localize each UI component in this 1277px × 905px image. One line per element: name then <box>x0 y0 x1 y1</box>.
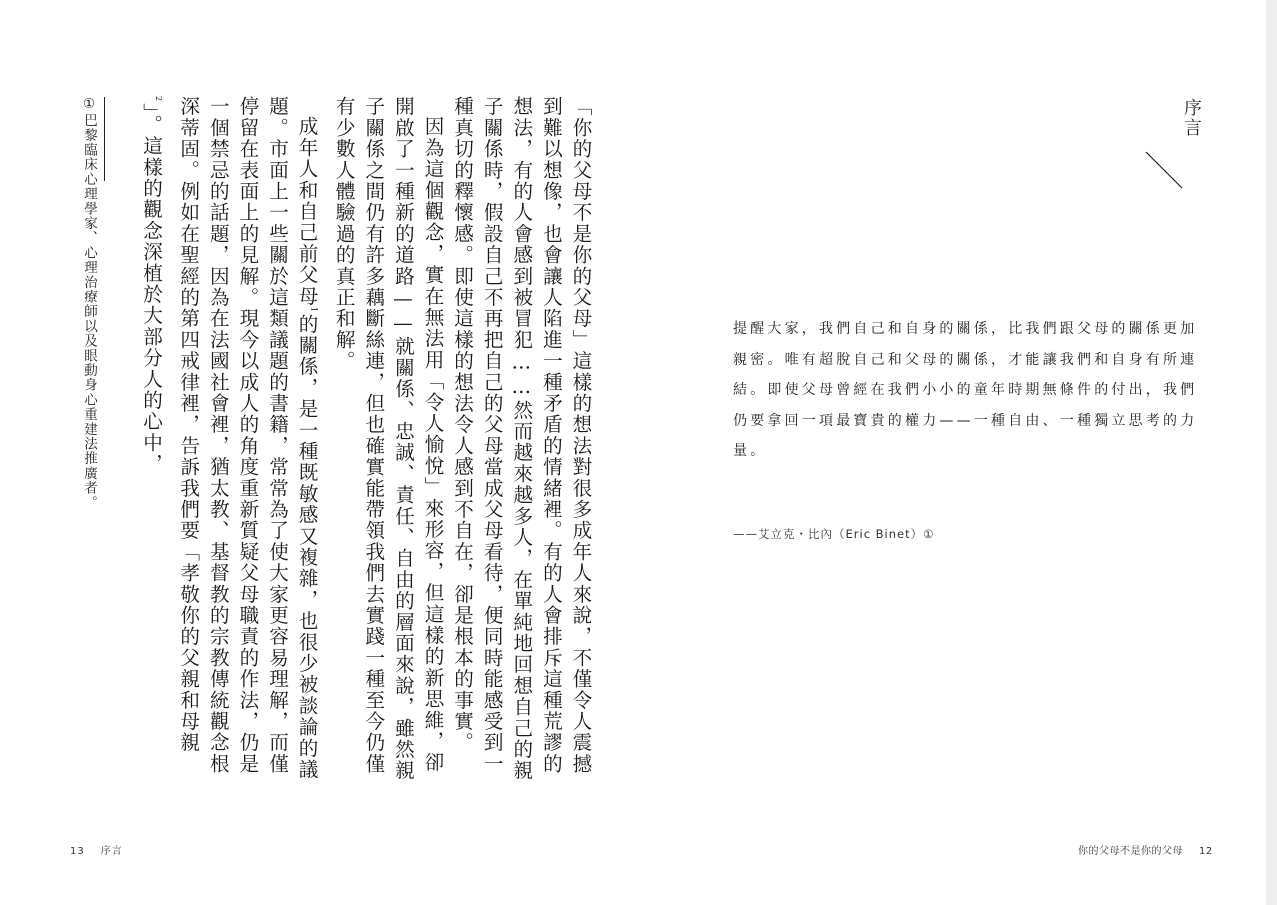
paragraph-1: 「你的父母不是你的父母」這樣的想法對很多成年人來說，不僅令人震撼到難以想像，也會讓人陷進一種矛盾的情緒裡。有的人會排斥這種荒謬的想法，有的人會感到被冒犯……然而越來越多人，在單純地回想自己的親子關係時，假設自己不再把自己的父母當成父母看待，便同時能感受到一種真切的釋懷感。即使這樣的想法令人感到不自在，卻是根本的事實。 <box>450 96 592 782</box>
footnote-marker-1: 1 <box>309 306 319 314</box>
left-running-head: 序言 <box>100 846 123 857</box>
paragraph-3-part-3: 」。這樣的觀念深植於大部分人的心中， <box>139 102 163 475</box>
chapter-slash-ornament <box>1144 150 1184 190</box>
footnote-divider <box>104 97 105 181</box>
page-edge <box>1266 0 1277 905</box>
footnote-marker-2: 2 <box>154 96 164 103</box>
paragraph-3 <box>136 96 329 786</box>
epigraph: 提醒大家，我們自己和自身的關係，比我們跟父母的關係更加親密。唯有超脫自己和父母的關係，才能讓我們和自身有所連結。即使父母曾經在我們小小的童年時期無條件的付出，我們仍要拿回一項最寶貴的權力——一種自由、一種獨立思考的力量。 <box>733 321 1198 459</box>
right-page-number: 12 <box>1199 846 1213 857</box>
paragraph-2: 因為這個觀念，實在無法用「令人愉悅」來形容，但這樣的新思維，卻開啟了一種新的道路——就關係、忠誠、責任、自由的層面來說，雖然親子關係之間仍有許多藕斷絲連，但也確實能帶領我們去實踐一種至今仍僅有少數人體驗過的真正和解。 <box>332 96 444 782</box>
chapter-title: 序言 <box>1181 98 1202 138</box>
paragraph-3-part-2: 的關係，是一種既敏感又複雜，也很少被談論的議題。市面上一些關於這類議題的書籍，常常為了使大家更容易理解，而僅停留在表面上的見解。現今以成人的角度重新質疑父母職責的作法，仍是一個禁忌的話題，因為在法國社會裡，猶太教、基督教的宗教傳統觀念根深蒂固。例如在聖經的第四戒律裡，告訴我們要「孝敬你的父親和母親 <box>176 96 319 780</box>
left-folio <box>70 842 139 857</box>
paragraph-3-part-1: 成年人和自己前父母 <box>295 115 319 307</box>
footnote: ①巴黎臨床心理學家、心理治療師以及眼動身心重建法推廣者。 <box>81 96 97 511</box>
body-text <box>136 96 595 786</box>
epigraph-attribution: ——艾立克・比內（Eric Binet）① <box>733 527 935 541</box>
left-page-number: 13 <box>70 846 85 857</box>
right-running-head: 你的父母不是你的父母 <box>1078 846 1183 857</box>
right-folio <box>1078 842 1213 857</box>
